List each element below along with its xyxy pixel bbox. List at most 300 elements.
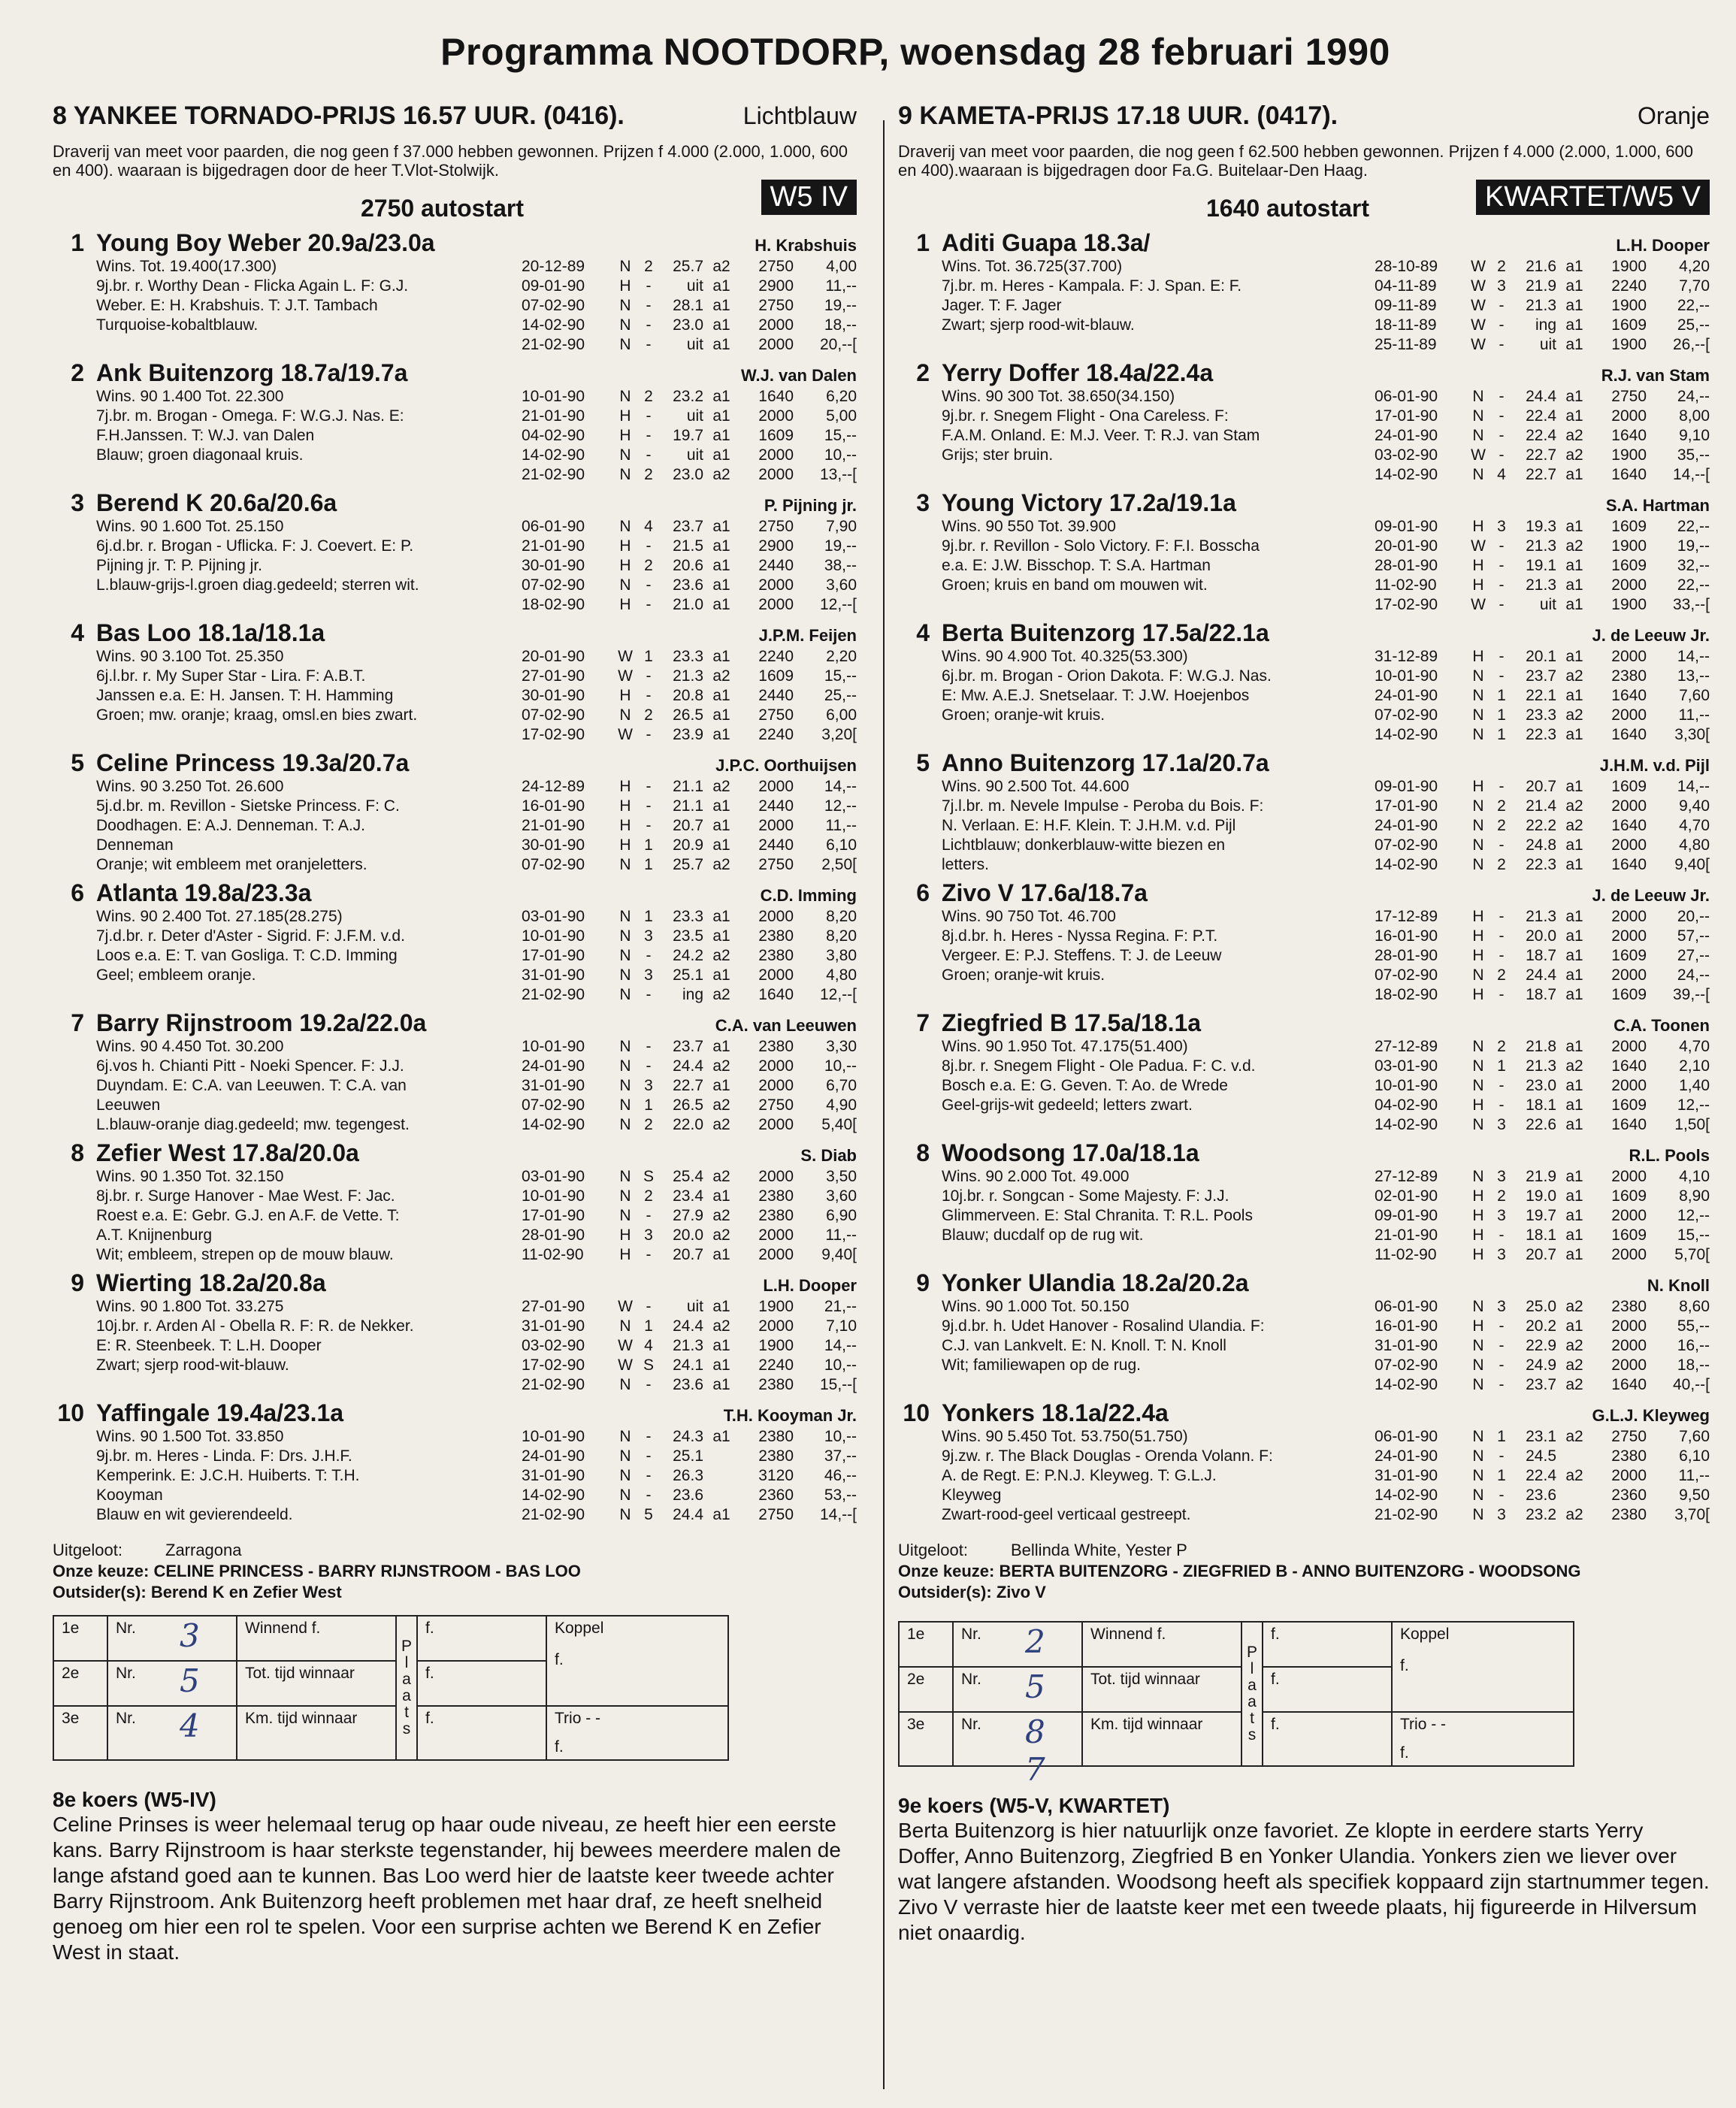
race-track: N: [619, 1096, 631, 1114]
race-date: 31-01-90: [1375, 1337, 1438, 1354]
race-track: N: [1472, 1077, 1484, 1094]
race-start: a2: [1565, 1428, 1583, 1445]
horse-header: [53, 229, 857, 257]
race-date: 21-02-90: [522, 466, 585, 483]
race-date: 14-02-90: [1375, 466, 1438, 483]
horse-body: [53, 647, 857, 745]
race-placing: -: [1499, 947, 1505, 964]
horse-name: Yonker Ulandia 18.2a/20.2a: [942, 1269, 1249, 1296]
horse-info-line: Blauw en wit gevierendeeld.: [96, 1506, 293, 1523]
race-placing: -: [646, 336, 652, 353]
race-date: 14-02-90: [522, 1486, 585, 1504]
race-date: 28-01-90: [522, 1226, 585, 1244]
race-date: 21-02-90: [522, 1376, 585, 1393]
horse-info-line: Turquoise-kobaltblauw.: [96, 316, 259, 334]
race-prize: 4,80: [1679, 836, 1710, 854]
horse-body: [898, 1037, 1710, 1135]
horse-entry: [53, 1269, 857, 1395]
horse-info-line: e.a. E: J.W. Bisschop. T: S.A. Hartman: [942, 557, 1211, 574]
race-time: uit: [686, 336, 703, 353]
race-prize: 8,90: [1679, 1187, 1710, 1205]
previous-race-row: [1375, 335, 1710, 355]
race-placing: 2: [1497, 258, 1506, 275]
race-prize: 25,--: [1677, 316, 1710, 334]
horse-body: [898, 387, 1710, 485]
race-start: a1: [1565, 518, 1583, 535]
race-start: [703, 1447, 739, 1466]
race-prize: 10,--: [824, 1057, 857, 1075]
horse-body: [898, 907, 1710, 1005]
race-prize: 10,--: [824, 1428, 857, 1445]
race-time: 22.7: [1526, 446, 1556, 464]
race-time: 26.5: [673, 706, 703, 724]
horse-info-line: Wins. 90 2.400 Tot. 27.185(28.275): [96, 908, 343, 925]
race-start: a1: [712, 1038, 730, 1055]
race-time: 24.4: [1526, 966, 1556, 984]
race-date: 09-01-90: [1375, 1207, 1438, 1224]
commentary-text: Berta Buitenzorg is hier natuurlijk onze favoriet. Ze klopte in eerdere starts Yerry Doffer, Anno Buitenzorg, Ziegfried B en Yonker Ulandia. Yonkers zien we liever over wat langere afstanden. Woodsong heeft als specifiek koppaard zijn startnummer tegen. Zivo V verraste hier de laatste keer met een tweede plaats, hij figureerde in Hilversum niet onaardig.: [898, 1819, 1710, 1944]
race-prize: 22,--: [1677, 518, 1710, 535]
horse-info-line: 10j.br. r. Songcan - Some Majesty. F: J.J.: [942, 1187, 1229, 1205]
horse-info-line: 6j.br. m. Brogan - Orion Dakota. F: W.G.J. Nas.: [942, 667, 1272, 685]
race-distance-value: 2380: [1611, 667, 1647, 685]
race-prize: 16,--: [1677, 1337, 1710, 1354]
race-time: 23.6: [673, 1376, 703, 1393]
horse-body: [53, 1427, 857, 1525]
race-placing: -: [646, 1038, 652, 1055]
race-prize: 10,--: [824, 1356, 857, 1374]
race-distance-value: 2750: [758, 297, 794, 314]
race-distance-value: 2000: [758, 1116, 794, 1133]
race-date: 16-01-90: [522, 797, 585, 815]
horse-header: [53, 879, 857, 907]
previous-race-row: [522, 296, 857, 316]
horse-number: 7: [916, 1009, 930, 1036]
race-track: W: [618, 1356, 633, 1374]
race-track: W: [618, 648, 633, 665]
race-prize: 2,10: [1679, 1057, 1710, 1075]
race-start: a2: [1565, 1467, 1583, 1484]
race-track: H: [1472, 1096, 1484, 1114]
horse-driver: W.J. van Dalen: [740, 366, 857, 385]
horse-info-line: Pijning jr. T: P. Pijning jr.: [96, 557, 263, 574]
race-date: 17-02-90: [522, 726, 585, 743]
horse-body: [53, 257, 857, 355]
race-date: 10-01-90: [522, 1187, 585, 1205]
race-placing: 2: [644, 258, 653, 275]
race-placing: -: [646, 1057, 652, 1075]
race-prize: 8,00: [1679, 407, 1710, 425]
race-prize: 3,60: [826, 576, 857, 594]
race-prize: 1,50[: [1674, 1116, 1710, 1133]
horse-driver: R.J. van Stam: [1601, 366, 1710, 385]
race-time: 24.1: [673, 1356, 703, 1374]
horse-info-line: letters.: [942, 856, 990, 873]
race-distance-value: 2000: [758, 446, 794, 464]
previous-race-row: [522, 595, 857, 615]
horse-body: [898, 517, 1710, 615]
race-prize: 37,--: [824, 1447, 857, 1465]
race-distance-value: 2000: [758, 1246, 794, 1263]
race-date: 28-10-89: [1375, 258, 1438, 275]
horse-entry: [898, 489, 1710, 615]
race-distance-value: 2240: [758, 1356, 794, 1374]
race-prize: 12,--: [1677, 1096, 1710, 1114]
outsider-label: Outsider(s):: [898, 1583, 992, 1601]
race-track: N: [619, 1207, 631, 1224]
race-placing: -: [1499, 336, 1505, 353]
race-distance-value: 2000: [1611, 1317, 1647, 1335]
race-track: H: [619, 687, 631, 704]
horse-info-line: Wins. Tot. 36.725(37.700): [942, 258, 1123, 275]
race-placing: -: [646, 297, 652, 314]
horse-driver: H. Krabshuis: [755, 236, 857, 255]
place-cell: 1e: [53, 1616, 107, 1661]
race-track: H: [619, 407, 631, 425]
uitgeloot-line: [53, 1540, 857, 1561]
race-date: 07-02-90: [1375, 966, 1438, 984]
race-start: [1556, 1447, 1592, 1466]
race-distance-value: 2360: [1611, 1486, 1647, 1504]
horse-header: [53, 1009, 857, 1037]
race-time: 20.0: [673, 1226, 703, 1244]
race-placing: 2: [644, 1187, 653, 1205]
previous-race-row: [1375, 426, 1710, 446]
horse-driver: S. Diab: [800, 1146, 857, 1165]
race-start: a1: [712, 1246, 730, 1263]
race-track: N: [1472, 797, 1484, 815]
race-prize: 15,--: [1677, 1226, 1710, 1244]
handwritten-number: 2: [1025, 1623, 1045, 1660]
race-track: N: [619, 316, 631, 334]
race-track: W: [1471, 596, 1486, 613]
previous-race-row: [522, 797, 857, 816]
race-distance-value: 1609: [1611, 316, 1647, 334]
race-date: 27-01-90: [522, 1298, 585, 1315]
horse-name: Ziegfried B 17.5a/18.1a: [942, 1009, 1202, 1036]
race-track: H: [619, 1246, 631, 1263]
previous-races: [522, 1427, 857, 1525]
race-time: 23.2: [1526, 1506, 1556, 1523]
race-start: a2: [712, 466, 730, 483]
horse-info: [898, 1427, 1375, 1525]
previous-race-row: [1375, 1505, 1710, 1525]
previous-race-row: [522, 517, 857, 537]
horse-info-line: 8j.br. r. Surge Hanover - Mae West. F: Jac.: [96, 1187, 395, 1205]
horse-info: [53, 907, 522, 1005]
race-time: 24.5: [1526, 1447, 1556, 1465]
horse-body: [53, 1167, 857, 1265]
race-track: N: [1472, 836, 1484, 854]
race-start: a2: [712, 947, 730, 964]
race-placing: -: [1499, 576, 1505, 594]
race-time: 21.3: [1526, 576, 1556, 594]
race-placing: 3: [1497, 1506, 1506, 1523]
race-prize: 4,90: [826, 1096, 857, 1114]
race-track: H: [1472, 648, 1484, 665]
previous-race-row: [1375, 465, 1710, 485]
handwritten-number: 4: [180, 1707, 200, 1744]
race-time: 23.9: [673, 726, 703, 743]
race-prize: 7,90: [826, 518, 857, 535]
horse-entry: [898, 1139, 1710, 1265]
previous-races: [522, 1167, 857, 1265]
race-distance-value: 2000: [1611, 1356, 1647, 1374]
horse-number: 9: [71, 1269, 84, 1296]
race-track: H: [1472, 518, 1484, 535]
race-track: N: [1472, 1038, 1484, 1055]
horse-number: 4: [71, 619, 84, 646]
previous-race-row: [522, 1115, 857, 1135]
koppel-label: Koppel: [1400, 1626, 1450, 1643]
nr-cell: [953, 1667, 1082, 1712]
race-description: Draverij van meet voor paarden, die nog geen f 37.000 hebben gewonnen. Prijzen f 4.000 (2.000, 1.000, 600 en 400). waaraan is bijgedragen door de heer T.Vlot-Stolwijk.: [53, 142, 848, 180]
race-track: N: [619, 1506, 631, 1523]
onze-keuze-value: BERTA BUITENZORG - ZIEGFRIED B - ANNO BUITENZORG - WOODSONG: [999, 1562, 1581, 1580]
race-time: 19.7: [673, 427, 703, 444]
horse-header: [53, 619, 857, 647]
horse-entry: [53, 229, 857, 355]
horse-info-line: Wins. 90 1.000 Tot. 50.150: [942, 1298, 1130, 1315]
race-time: 23.0: [1526, 1077, 1556, 1094]
race-start: a1: [712, 817, 730, 834]
horse-body: [898, 257, 1710, 355]
race-distance-value: 1900: [1611, 336, 1647, 353]
race-prize: 19,--: [1677, 537, 1710, 555]
bet-form-row: [53, 1616, 728, 1661]
race-track: H: [619, 277, 631, 295]
race-distance-value: 2000: [758, 596, 794, 613]
race-start: a1: [1565, 966, 1583, 984]
race-distance-value: 1609: [1611, 557, 1647, 574]
race-track: H: [1472, 778, 1484, 795]
horse-info-line: 6j.l.br. r. My Super Star - Lira. F: A.B.T.: [96, 667, 366, 685]
race-date: 24-01-90: [522, 1057, 585, 1075]
race-start: a1: [1565, 836, 1583, 854]
race-time: 21.3: [1526, 1057, 1556, 1075]
horse-info: [53, 1037, 522, 1135]
handwritten-number: 3: [180, 1617, 200, 1654]
horse-entry: [53, 619, 857, 745]
race-distance-value: 2000: [1611, 576, 1647, 594]
race-date: 03-01-90: [522, 1168, 585, 1185]
race-track: N: [1472, 1428, 1484, 1445]
previous-race-row: [522, 1187, 857, 1206]
horse-info: [898, 1167, 1375, 1265]
commentary-title: 8e koers (W5-IV): [53, 1788, 216, 1811]
race-track: N: [1472, 856, 1484, 873]
race-start: [1556, 1486, 1592, 1505]
race-start: [703, 1466, 739, 1486]
race-placing: 3: [1497, 1207, 1506, 1224]
horse-number: 5: [916, 749, 930, 776]
plaats-cell: P l a a t s: [396, 1616, 417, 1760]
race-start: a1: [712, 407, 730, 425]
horse-info-line: Blauw; ducdalf op de rug wit.: [942, 1226, 1144, 1244]
trio-marks: - -: [585, 1710, 601, 1727]
race-start: a1: [1565, 1116, 1583, 1133]
horse-info-line: Grijs; ster bruin.: [942, 446, 1054, 464]
race-date: 18-11-89: [1375, 316, 1437, 334]
race-placing: -: [1499, 596, 1505, 613]
race-distance-value: 1609: [1611, 518, 1647, 535]
race-prize: 1,40: [1679, 1077, 1710, 1094]
race-placing: -: [1499, 778, 1505, 795]
race-track: N: [1472, 1486, 1484, 1504]
race-placing: -: [1499, 1447, 1505, 1465]
previous-race-row: [1375, 576, 1710, 595]
race-placing: 1: [1497, 706, 1506, 724]
previous-race-row: [522, 426, 857, 446]
race-placing: -: [1499, 1376, 1505, 1393]
race-date: 10-01-90: [522, 388, 585, 405]
horse-info-line: Zwart; sjerp rood-wit-blauw.: [942, 316, 1135, 334]
race-prize: 20,--: [1677, 908, 1710, 925]
race-time: 27.9: [673, 1207, 703, 1224]
previous-race-row: [1375, 1375, 1710, 1395]
horse-info: [898, 777, 1375, 875]
previous-races: [1375, 907, 1710, 1005]
previous-races: [1375, 1297, 1710, 1395]
horse-info-line: Groen; mw. oranje; kraag, omsl.en bies zwart.: [96, 706, 418, 724]
horse-info-line: Zwart-rood-geel verticaal gestreept.: [942, 1506, 1191, 1523]
race-date: 30-01-90: [522, 557, 585, 574]
trio-amount: f.: [555, 1738, 564, 1756]
race-track: H: [1472, 576, 1484, 594]
horse-number: 10: [57, 1399, 84, 1426]
race-time: 23.6: [673, 1486, 703, 1504]
race-placing: 3: [1497, 1298, 1506, 1315]
previous-race-row: [1375, 1427, 1710, 1447]
race-placing: -: [646, 1447, 652, 1465]
race-time: 22.3: [1526, 726, 1556, 743]
race-placing: 2: [644, 466, 653, 483]
previous-race-row: [522, 446, 857, 465]
race-start: a1: [712, 427, 730, 444]
race-track: H: [1472, 908, 1484, 925]
race-time: ing: [1535, 316, 1556, 334]
race-placing: -: [1499, 667, 1505, 685]
previous-race-row: [1375, 1297, 1710, 1317]
race-start: a2: [712, 1096, 730, 1114]
race-start: a1: [712, 576, 730, 594]
handwritten-number: 5: [180, 1662, 200, 1699]
race-placing: 3: [644, 966, 653, 984]
horse-info-line: Zwart; sjerp rood-wit-blauw.: [96, 1356, 289, 1374]
result-label-cell: Winnend f.: [237, 1616, 396, 1661]
horse-info: [53, 1427, 522, 1525]
uitgeloot-label: Uitgeloot:: [898, 1541, 968, 1559]
race-date: 17-12-89: [1375, 908, 1438, 925]
race-start: a1: [712, 297, 730, 314]
race-time: 21.9: [1526, 277, 1556, 295]
race-start: a1: [1565, 927, 1583, 945]
race-date: 16-01-90: [1375, 1317, 1438, 1335]
horse-info-line: 8j.br. r. Snegem Flight - Ole Padua. F: C. v.d.: [942, 1057, 1256, 1075]
race-placing: 3: [644, 1226, 653, 1244]
horse-name: Atlanta 19.8a/23.3a: [96, 879, 312, 906]
race-distance-value: 2000: [1611, 407, 1647, 425]
race-start: a2: [1565, 427, 1583, 444]
race-date: 06-01-90: [522, 518, 585, 535]
trio-line: [555, 1710, 720, 1728]
race-distance-value: 2750: [758, 258, 794, 275]
race-date: 10-01-90: [1375, 667, 1438, 685]
horse-number: 9: [916, 1269, 930, 1296]
uitgeloot-line: [898, 1540, 1710, 1561]
race-time: 23.0: [673, 466, 703, 483]
horse-header: [53, 1269, 857, 1297]
race-distance-value: 1900: [1611, 446, 1647, 464]
race-track: N: [619, 258, 631, 275]
race-distance-value: 2380: [1611, 1447, 1647, 1465]
race-start: a1: [712, 1428, 730, 1445]
race-start: a2: [712, 1057, 730, 1075]
horse-name: Zefier West 17.8a/20.0a: [96, 1139, 359, 1166]
uitgeloot-value: Zarragona: [165, 1541, 242, 1559]
race-track: N: [1472, 1467, 1484, 1484]
race-track: W: [1471, 297, 1486, 314]
race-time: 24.4: [673, 1506, 703, 1523]
horse-info-line: 6j.d.br. r. Brogan - Uflicka. F: J. Coevert. E: P.: [96, 537, 414, 555]
nr-cell: [107, 1661, 237, 1706]
race-start: a1: [712, 1337, 730, 1354]
race-date: 10-01-90: [522, 1038, 585, 1055]
horse-info-line: A. de Regt. E: P.N.J. Kleyweg. T: G.L.J.: [942, 1467, 1217, 1484]
previous-races: [1375, 387, 1710, 485]
horse-header: [53, 359, 857, 387]
race-distance-value: 2000: [758, 1226, 794, 1244]
horse-info-line: Leeuwen: [96, 1096, 161, 1114]
race-start: a1: [712, 908, 730, 925]
race-distance-value: 2380: [758, 1428, 794, 1445]
previous-race-row: [1375, 1466, 1710, 1486]
race-time: 20.7: [1526, 778, 1556, 795]
previous-race-row: [522, 1206, 857, 1226]
race-start: a2: [712, 1116, 730, 1133]
race-start: a2: [1565, 1356, 1583, 1374]
horse-info-line: 9j.br. m. Heres - Linda. F: Drs. J.H.F.: [96, 1447, 352, 1465]
race-placing: -: [646, 1207, 652, 1224]
previous-race-row: [1375, 946, 1710, 966]
race-distance-value: 2240: [1611, 277, 1647, 295]
race-placing: -: [1499, 1486, 1505, 1504]
race-placing: -: [1499, 1096, 1505, 1114]
race-prize: 26,--[: [1672, 336, 1710, 353]
horse-entry: [53, 749, 857, 875]
race-prize: 8,20: [826, 908, 857, 925]
race-track: N: [1472, 466, 1484, 483]
horse-info-line: Blauw; groen diagonaal kruis.: [96, 446, 304, 464]
race-placing: -: [1499, 986, 1505, 1003]
distance-row: [898, 180, 1710, 225]
race-distance-value: 1640: [1611, 1376, 1647, 1393]
race-distance-value: 2000: [1611, 1467, 1647, 1484]
horse-number: 3: [71, 489, 84, 516]
horse-info-line: Kleyweg: [942, 1486, 1002, 1504]
race-time: 24.8: [1526, 836, 1556, 854]
race-start: a2: [1565, 1376, 1583, 1393]
race-date: 09-11-89: [1375, 297, 1437, 314]
race-placing: -: [646, 986, 652, 1003]
race-color: Oranje: [1637, 102, 1710, 129]
race-prize: 14,--: [824, 1337, 857, 1354]
previous-race-row: [1375, 1096, 1710, 1115]
race-track: N: [1472, 407, 1484, 425]
race-start: a2: [1565, 537, 1583, 555]
previous-race-row: [522, 1356, 857, 1375]
race-placing: -: [646, 407, 652, 425]
